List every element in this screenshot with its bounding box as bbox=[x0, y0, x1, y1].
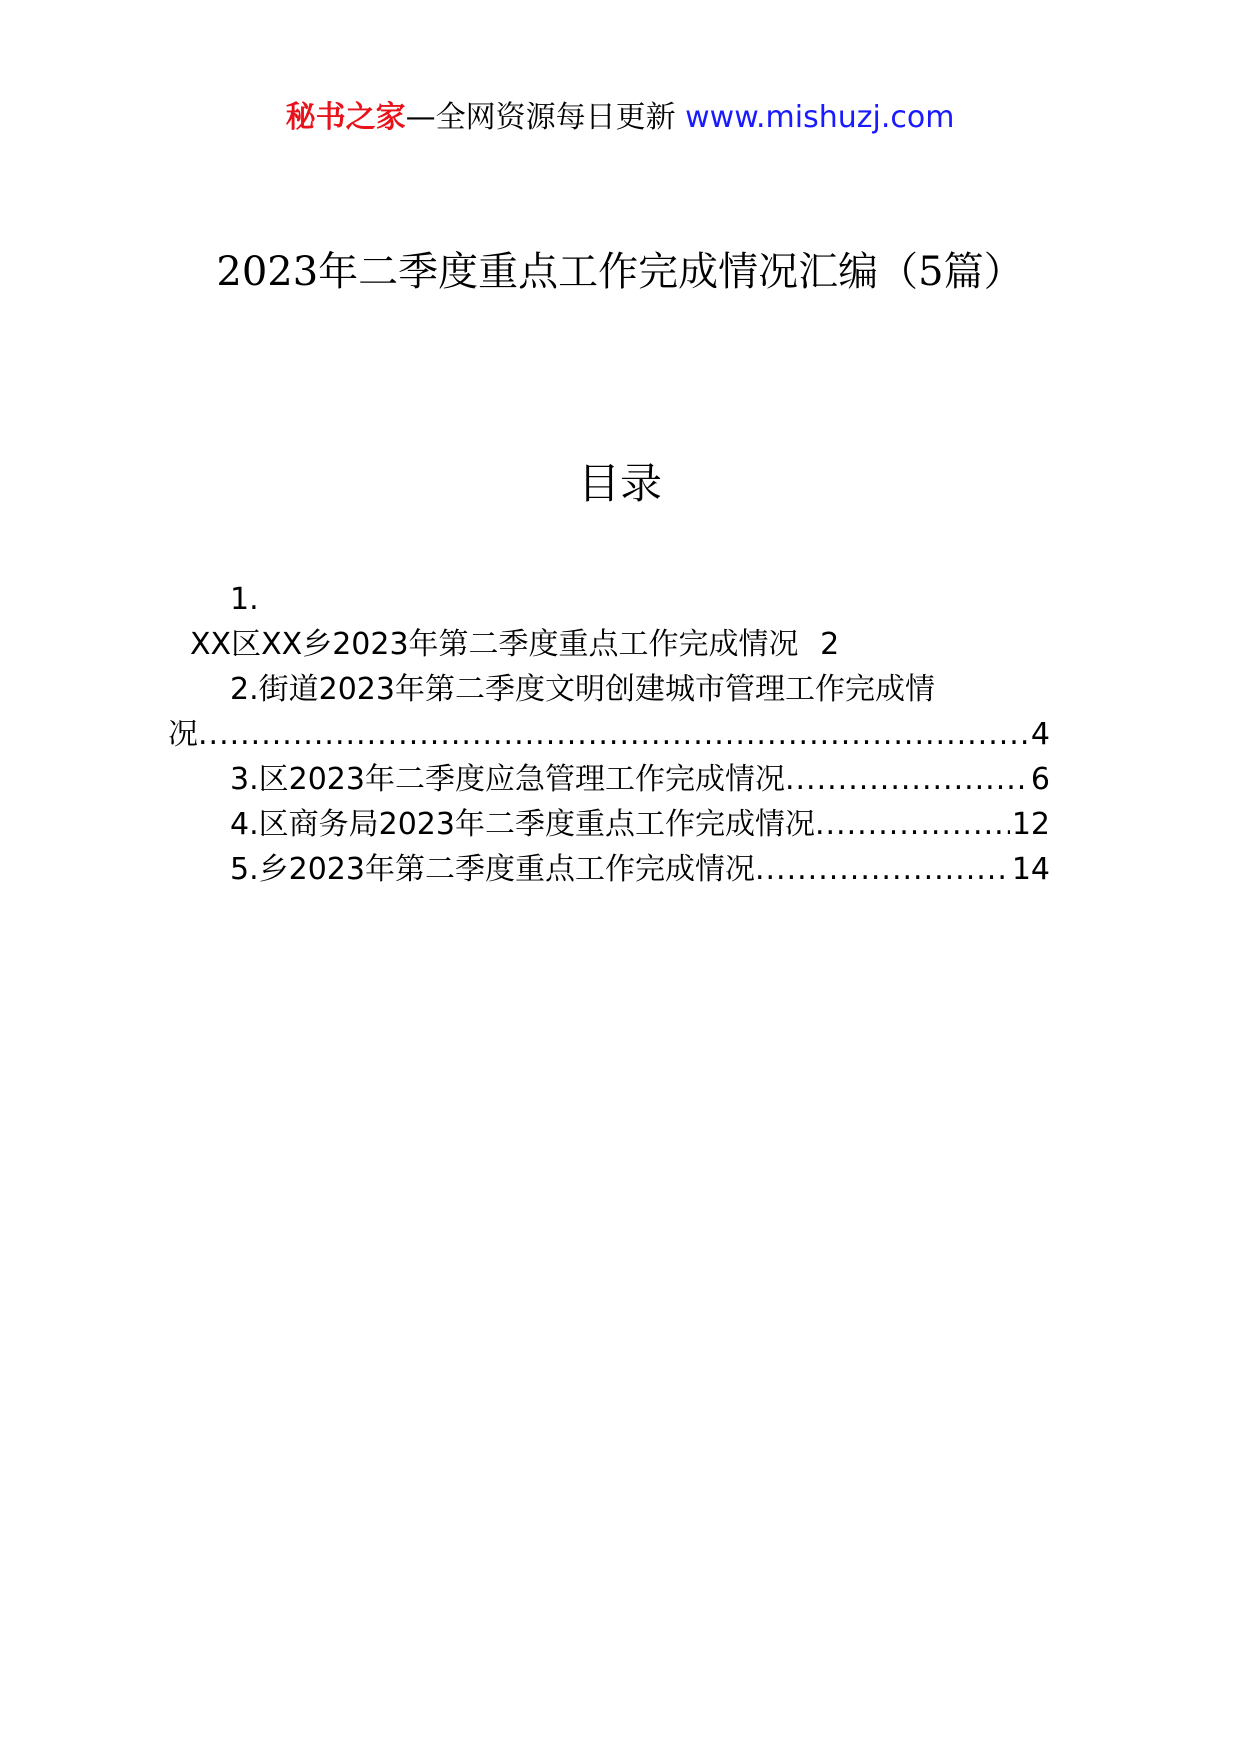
toc-item-2-continuation[interactable] bbox=[168, 712, 1050, 757]
table-of-contents bbox=[168, 577, 1050, 892]
toc-item-text: 乡2023年第二季度重点工作完成情况 bbox=[258, 852, 755, 887]
toc-item-number: 2. bbox=[230, 672, 259, 707]
toc-item-page: 2 bbox=[820, 627, 840, 662]
toc-item-3[interactable] bbox=[190, 757, 1050, 802]
toc-heading: 目录 bbox=[577, 459, 662, 508]
toc-item-5[interactable] bbox=[190, 847, 1050, 892]
toc-item-page: 4 bbox=[1030, 717, 1050, 752]
toc-item-page: 14 bbox=[1011, 852, 1050, 887]
site-header bbox=[0, 98, 1240, 138]
toc-leader-dots bbox=[755, 847, 1010, 892]
toc-item-text: XX区XX乡2023年第二季度重点工作完成情况 bbox=[190, 627, 799, 662]
toc-item-number: 4. bbox=[230, 807, 259, 842]
header-tagline: —全网资源每日更新 bbox=[405, 100, 686, 135]
toc-item-text: 区2023年二季度应急管理工作完成情况 bbox=[258, 762, 785, 797]
toc-item-page: 12 bbox=[1011, 807, 1050, 842]
toc-item-text: 区商务局2023年二季度重点工作完成情况 bbox=[258, 807, 815, 842]
toc-item-number: 3. bbox=[230, 762, 259, 797]
toc-item-number: 1. bbox=[230, 582, 259, 617]
toc-item-1[interactable] bbox=[190, 622, 1050, 667]
document-title: 2023年二季度重点工作完成情况汇编（5篇） bbox=[216, 249, 1024, 295]
toc-leader-dots bbox=[785, 757, 1029, 802]
toc-item-1-number-line bbox=[190, 577, 1050, 622]
toc-item-4[interactable] bbox=[190, 802, 1050, 847]
toc-item-text: 况 bbox=[168, 717, 198, 752]
toc-item-page: 6 bbox=[1030, 762, 1050, 797]
toc-leader-dots bbox=[198, 712, 1029, 757]
toc-item-2[interactable] bbox=[190, 667, 1050, 712]
site-url[interactable]: www.mishuzj.com bbox=[685, 100, 955, 135]
toc-leader-dots bbox=[815, 802, 1010, 847]
toc-item-text: 街道2023年第二季度文明创建城市管理工作完成情 bbox=[258, 672, 935, 707]
brand-name: 秘书之家 bbox=[285, 100, 406, 135]
toc-item-number: 5. bbox=[230, 852, 259, 887]
